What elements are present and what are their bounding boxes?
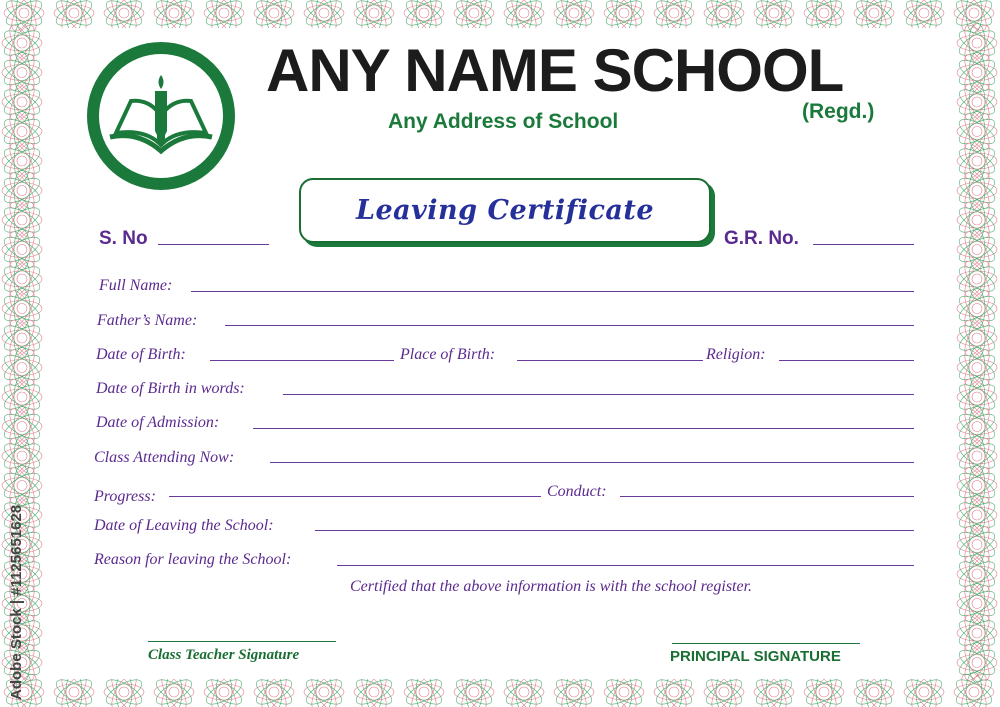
guilloche-rosette-icon <box>956 258 999 301</box>
school-address: Any Address of School <box>388 110 619 133</box>
guilloche-rosette-icon <box>956 287 999 330</box>
stock-watermark-id <box>8 505 25 700</box>
guilloche-rosette-icon <box>956 376 999 419</box>
guilloche-rosette-icon <box>956 464 999 507</box>
stock-brand: Adobe Stock <box>8 608 25 700</box>
class-attending-label: Class Attending Now: <box>94 449 235 466</box>
dob-words-label: Date of Birth in words: <box>96 380 245 397</box>
certificate-title-box <box>299 178 711 243</box>
gr-number-label: G.R. No. <box>724 228 799 249</box>
guilloche-rosette-icon <box>1 228 44 271</box>
date-of-leaving-line <box>315 530 914 531</box>
father-name-label: Father’s Name: <box>97 312 198 329</box>
guilloche-rosette-icon <box>1 258 44 301</box>
guilloche-rosette-icon <box>1 199 44 242</box>
guilloche-rosette-icon <box>1 140 44 183</box>
certificate-title: Leaving Certificate <box>355 195 655 226</box>
principal-signature-line <box>672 643 860 644</box>
religion-label: Religion: <box>706 346 766 363</box>
guilloche-rosette-icon <box>1 287 44 330</box>
guilloche-rosette-icon <box>956 317 999 360</box>
guilloche-rosette-icon <box>1 405 44 448</box>
school-name: ANY NAME SCHOOL <box>266 37 844 104</box>
guilloche-rosette-icon <box>956 140 999 183</box>
book-pen-logo-icon <box>86 41 236 191</box>
conduct-label: Conduct: <box>547 483 607 500</box>
date-of-leaving-label: Date of Leaving the School: <box>94 517 274 534</box>
father-name-line <box>225 325 914 326</box>
guilloche-rosette-icon <box>3 0 46 34</box>
stock-separator: | <box>8 599 25 605</box>
progress-line <box>169 496 541 497</box>
guilloche-rosette-icon <box>1 51 44 94</box>
principal-signature-label: PRINCIPAL SIGNATURE <box>670 648 841 665</box>
gr-number-line <box>813 244 914 245</box>
class-teacher-signature-line <box>148 641 336 642</box>
guilloche-rosette-icon <box>1 169 44 212</box>
serial-number-line <box>158 244 269 245</box>
religion-line <box>779 360 914 361</box>
class-attending-line <box>270 462 914 463</box>
guilloche-rosette-icon <box>956 346 999 389</box>
guilloche-rosette-icon <box>956 612 999 655</box>
date-of-admission-line <box>253 428 914 429</box>
date-of-admission-label: Date of Admission: <box>96 414 220 431</box>
full-name-line <box>191 291 914 292</box>
reason-for-leaving-line <box>337 565 914 566</box>
guilloche-rosette-icon <box>1 317 44 360</box>
guilloche-rosette-icon <box>956 553 999 596</box>
guilloche-rosette-icon <box>1 376 44 419</box>
guilloche-rosette-icon <box>956 582 999 625</box>
guilloche-rosette-icon <box>956 110 999 153</box>
reason-for-leaving-label: Reason for leaving the School: <box>94 551 292 568</box>
serial-number-label: S. No <box>99 228 148 249</box>
date-of-birth-label: Date of Birth: <box>96 346 186 363</box>
stock-id-number: #1125651628 <box>8 504 25 596</box>
full-name-label: Full Name: <box>99 277 173 294</box>
guilloche-rosette-icon <box>956 51 999 94</box>
guilloche-rosette-icon <box>1 110 44 153</box>
certification-statement: Certified that the above information is with the school register. <box>350 578 753 595</box>
guilloche-rosette-icon <box>1 346 44 389</box>
dob-words-line <box>283 394 914 395</box>
date-of-birth-line <box>210 360 394 361</box>
class-teacher-signature-label: Class Teacher Signature <box>148 647 300 663</box>
guilloche-rosette-icon <box>956 405 999 448</box>
conduct-line <box>620 496 914 497</box>
guilloche-rosette-icon <box>1 464 44 507</box>
guilloche-rosette-icon <box>956 169 999 212</box>
registration-mark: (Regd.) <box>802 100 875 123</box>
guilloche-rosette-icon <box>956 199 999 242</box>
guilloche-rosette-icon <box>956 228 999 271</box>
progress-label: Progress: <box>94 488 156 505</box>
place-of-birth-line <box>517 360 703 361</box>
guilloche-rosette-icon <box>956 435 999 478</box>
place-of-birth-label: Place of Birth: <box>400 346 496 363</box>
guilloche-rosette-icon <box>956 494 999 537</box>
guilloche-rosette-icon <box>956 81 999 124</box>
guilloche-rosette-icon <box>1 435 44 478</box>
guilloche-rosette-icon <box>956 523 999 566</box>
guilloche-rosette-icon <box>1 81 44 124</box>
